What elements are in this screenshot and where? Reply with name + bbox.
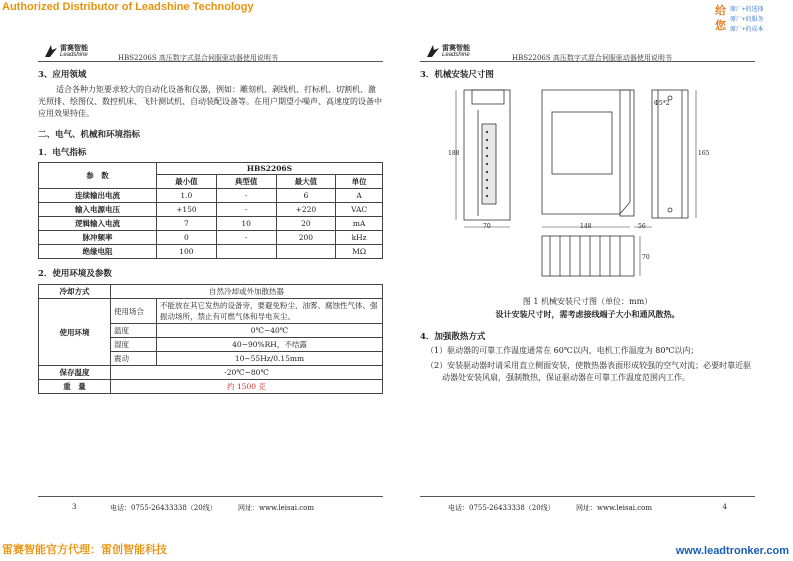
item-number: （2）	[426, 361, 448, 370]
weight-value: 约 1500 克	[111, 380, 383, 394]
table-row	[39, 245, 383, 259]
cell-max	[276, 245, 336, 259]
col-max: 最大值	[276, 175, 336, 189]
env-value: 0℃−40℃	[157, 324, 383, 338]
cell-min: 7	[157, 217, 217, 231]
row-name: 脉冲频率	[39, 231, 157, 245]
param-header: 参 数	[39, 163, 157, 189]
env-value: 40−90%RH，不结露	[157, 338, 383, 352]
leadshine-logo	[426, 41, 486, 61]
dim-w3: 56	[638, 223, 646, 230]
footer-web: 网址：www.leisai.com	[576, 504, 652, 512]
sec3-heading: 3、应用领域	[38, 70, 87, 80]
sub1-heading: 1．电气指标	[38, 148, 87, 158]
wm-line1: 原厂+的选择	[730, 7, 764, 13]
model-header: HBS2206S	[157, 163, 383, 175]
cell-typ: -	[216, 231, 276, 245]
cell-min: +150	[157, 203, 217, 217]
cell-min: 1.0	[157, 189, 217, 203]
page-header	[420, 36, 755, 62]
environment-table	[38, 284, 383, 394]
page-title: HBS2206S 高压数字式混合伺服驱动器使用说明书	[118, 54, 278, 62]
wm-char2: 您	[715, 19, 726, 32]
page-footer	[38, 496, 383, 516]
list-item	[420, 345, 755, 357]
row-name: 逻辑输入电流	[39, 217, 157, 231]
dimension-drawing	[420, 84, 755, 294]
cell-min: 100	[157, 245, 217, 259]
env-value: 10~55Hz/0.15mm	[157, 352, 383, 366]
table-row	[39, 203, 383, 217]
sec2-heading: 二、电气、机械和环境指标	[38, 130, 141, 140]
figure-note: 设计安装尺寸时，需考虑接线端子大小和通风散热。	[495, 309, 680, 319]
weight-label: 重 量	[39, 380, 111, 394]
env-label: 使用环境	[39, 299, 111, 366]
cell-max: 200	[276, 231, 336, 245]
cell-typ	[216, 245, 276, 259]
page-footer	[420, 496, 755, 516]
cell-typ: 10	[216, 217, 276, 231]
sec3-text: 适合各种力矩要求较大的自动化设备和仪器，例如：雕刻机、剥线机、打标机、切割机、激光照排、绘图仪、数控机床、飞针测试机、自动装配设备等。在用户期望小噪声、高速度的设备中应用效果特佳。	[38, 85, 382, 118]
cell-unit: mA	[336, 217, 383, 231]
item-text: 安装驱动器时请采用直立侧面安装，使散热器表面形成较强的空气对流；必要时靠近驱动器处安装风扇，强制散热，保证驱动器在可靠工作温度范围内工作。	[442, 361, 752, 382]
cell-typ: -	[216, 189, 276, 203]
left-page	[38, 36, 383, 516]
footer-tel: 电话：0755-26433338（20线）	[448, 504, 555, 512]
logo-en: Leadshine	[60, 52, 88, 58]
table-row	[39, 189, 383, 203]
wm-line3: 原厂+的成本	[730, 27, 764, 33]
side-view	[542, 90, 630, 214]
wm-line2: 原厂+的服务	[730, 17, 764, 23]
dim-h1: 188	[448, 150, 460, 157]
item-number: （1）	[426, 346, 448, 355]
sub2-heading: 2．使用环境及参数	[38, 269, 112, 279]
dim-h3: 70	[642, 254, 650, 261]
figure-caption: 图 1 机械安装尺寸图（单位：mm）	[522, 297, 653, 306]
table-row	[39, 231, 383, 245]
dimension-svg	[420, 84, 755, 294]
logo-en: Leadshine	[442, 52, 470, 58]
dim-w2: 148	[580, 223, 592, 230]
storage-label: 保存温度	[39, 366, 111, 380]
watermark	[715, 2, 785, 36]
col-typ: 典型值	[216, 175, 276, 189]
sec3-heading: 3．机械安装尺寸图	[420, 70, 494, 80]
cooling-label: 冷却方式	[39, 285, 111, 299]
dim-hole: Φ5*2	[654, 100, 670, 107]
distributor-banner: Authorized Distributor of Leadshine Technology	[2, 1, 254, 13]
cell-unit: VAC	[336, 203, 383, 217]
footer-tel: 电话：0755-26433338（20线）	[110, 504, 217, 512]
table-row	[39, 299, 383, 324]
page-title: HBS2206S 高压数字式混合伺服驱动器使用说明书	[512, 54, 672, 62]
cell-unit: MΩ	[336, 245, 383, 259]
list-item	[420, 360, 755, 384]
env-value: 不能放在其它发热的设备旁，要避免粉尘、油雾、腐蚀性气体、强振动场所，禁止有可燃气体和导电灰尘。	[157, 299, 383, 324]
website-link[interactable]: www.leadtronker.com	[675, 545, 789, 557]
agent-banner: 雷赛智能官方代理：雷创智能科技	[2, 544, 167, 556]
logo-mark-icon	[426, 44, 440, 58]
footer-web: 网址：www.leisai.com	[238, 504, 314, 512]
cell-typ: -	[216, 203, 276, 217]
page-header	[38, 36, 383, 62]
logo-cn: 雷赛智能	[60, 43, 88, 52]
item-text: 驱动器的可靠工作温度通常在 60℃以内，电机工作温度为 80℃以内；	[447, 346, 699, 355]
sec4-heading: 4．加强散热方式	[420, 332, 486, 342]
env-name: 湿度	[111, 338, 157, 352]
col-unit: 单位	[336, 175, 383, 189]
cell-max: 20	[276, 217, 336, 231]
row-name: 连续输出电流	[39, 189, 157, 203]
cell-max: 6	[276, 189, 336, 203]
logo-mark-icon	[44, 44, 58, 58]
wm-char1: 给	[715, 4, 726, 17]
env-name: 温度	[111, 324, 157, 338]
cell-min: 0	[157, 231, 217, 245]
right-view	[652, 90, 688, 218]
leadshine-logo	[44, 41, 104, 61]
storage-value: -20℃~80℃	[111, 366, 383, 380]
electrical-table	[38, 162, 383, 259]
dim-w1: 70	[483, 223, 491, 230]
table-row	[39, 217, 383, 231]
row-name: 绝缘电阻	[39, 245, 157, 259]
page-number: 4	[722, 503, 727, 511]
env-name: 使用场合	[111, 299, 157, 324]
cell-max: +220	[276, 203, 336, 217]
dim-h2: 165	[698, 150, 710, 157]
cooling-value: 自然冷却或外加散热器	[111, 285, 383, 299]
cell-unit: kHz	[336, 231, 383, 245]
logo-cn: 雷赛智能	[442, 43, 470, 52]
col-min: 最小值	[157, 175, 217, 189]
cell-unit: A	[336, 189, 383, 203]
right-page	[420, 36, 755, 516]
page-number: 3	[72, 503, 77, 511]
row-name: 输入电源电压	[39, 203, 157, 217]
env-name: 震动	[111, 352, 157, 366]
